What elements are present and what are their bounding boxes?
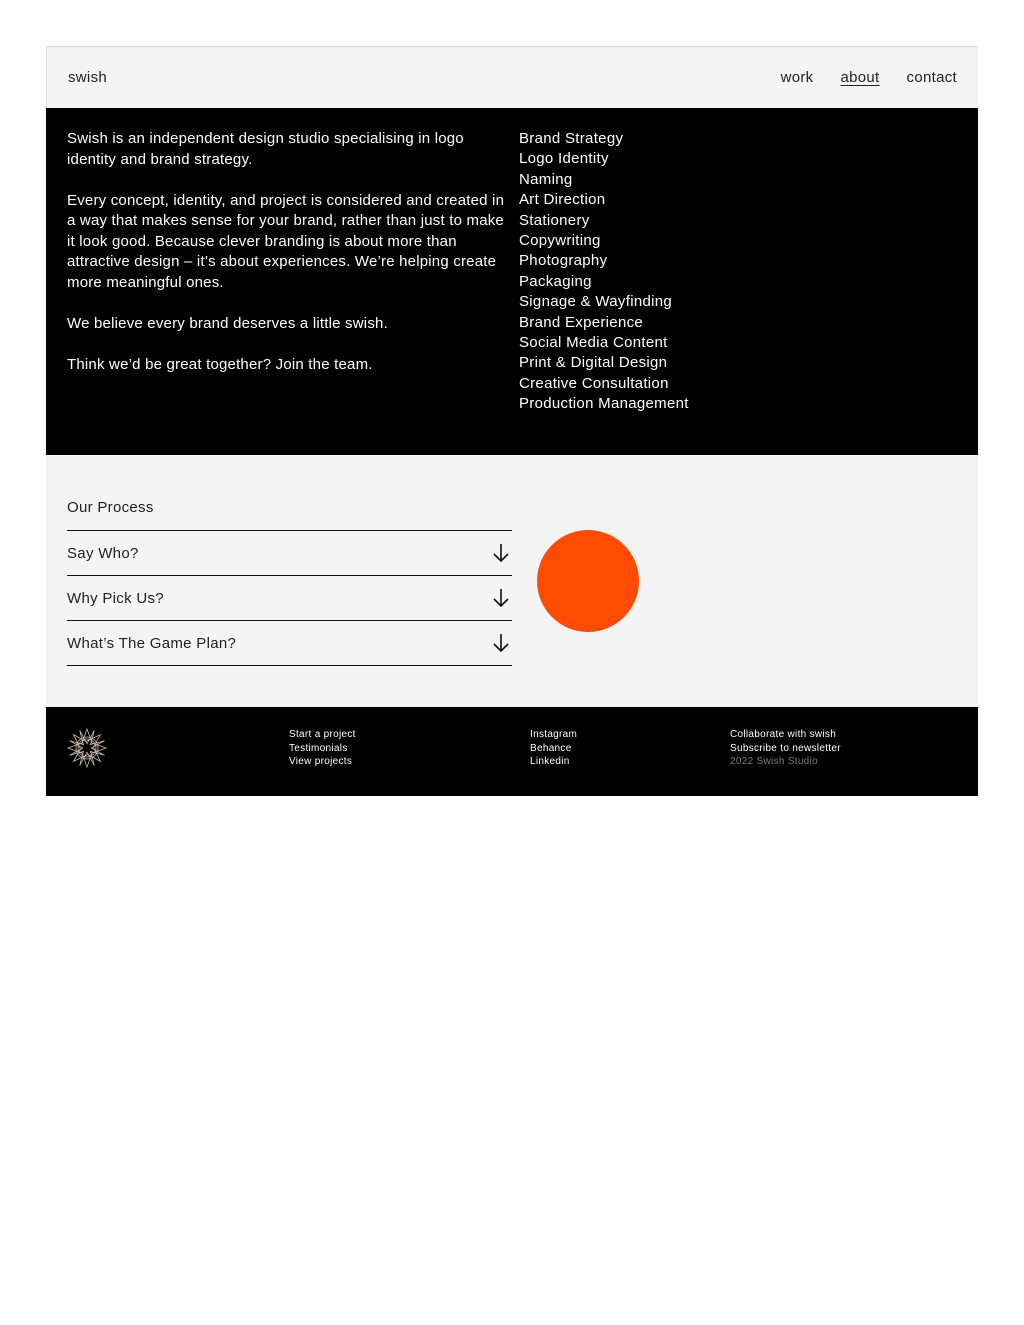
service-item: Brand Strategy (519, 130, 624, 147)
about-paragraph: We believe every brand deserves a little swish. (67, 314, 388, 332)
footer-col-social (530, 728, 577, 769)
about-section (46, 108, 978, 455)
service-item: Logo Identity (519, 150, 609, 168)
accordion-item-game-plan[interactable] (67, 621, 512, 666)
accordion-label: What’s The Game Plan? (67, 635, 237, 652)
service-item: Brand Experience (519, 313, 644, 331)
accordion-label: Say Who? (67, 545, 139, 562)
service-item: Creative Consultation (519, 374, 669, 392)
process-title: Our Process (67, 499, 154, 516)
service-item: Photography (519, 252, 608, 270)
footer-link-linkedin[interactable]: Linkedin (530, 756, 570, 768)
accordion-item-why-pick-us[interactable] (67, 576, 512, 621)
site-footer (46, 707, 978, 796)
footer-link-testimonials[interactable]: Testimonials (289, 742, 348, 754)
swish-mark-icon (66, 727, 108, 769)
service-item: Print & Digital Design (519, 354, 668, 372)
accordion-item-say-who[interactable] (67, 531, 512, 576)
about-paragraph: Think we’d be great together? Join the team. (67, 355, 373, 373)
orange-circle (537, 530, 639, 632)
service-item: Social Media Content (519, 334, 668, 352)
service-item: Production Management (519, 395, 689, 413)
nav-link-contact[interactable]: contact (906, 69, 957, 86)
main-nav (781, 69, 957, 86)
service-item: Art Direction (519, 191, 606, 209)
footer-link-instagram[interactable]: Instagram (530, 729, 578, 740)
arrow-down-icon (492, 588, 510, 608)
footer-link-collaborate[interactable]: Collaborate with swish (730, 729, 837, 740)
services-list (519, 129, 689, 415)
about-text (67, 129, 505, 396)
about-paragraph: Every concept, identity, and project is considered and created in a way that makes sense for your brand, rather than just to make it look good. Because clever branding is about more than attractive design – it’s about experiences. We’re helping create more meaningful ones. (67, 191, 505, 291)
site-header (46, 47, 978, 108)
footer-link-subscribe[interactable]: Subscribe to newsletter (730, 742, 841, 754)
service-item: Copywriting (519, 232, 601, 250)
footer-col-projects (289, 728, 356, 769)
page-frame (46, 46, 978, 796)
about-paragraph: Swish is an independent design studio specialising in logo identity and brand strategy. (67, 130, 464, 168)
footer-link-start-project[interactable]: Start a project (289, 729, 356, 740)
nav-link-about[interactable]: about (840, 69, 880, 86)
process-accordion (67, 530, 512, 666)
accordion-label: Why Pick Us? (67, 590, 164, 607)
footer-link-view-projects[interactable]: View projects (289, 756, 353, 768)
footer-link-behance[interactable]: Behance (530, 742, 572, 754)
arrow-down-icon (492, 633, 510, 653)
nav-link-work[interactable]: work (780, 69, 814, 86)
service-item: Naming (519, 170, 573, 188)
process-section (46, 455, 978, 707)
service-item: Stationery (519, 211, 590, 229)
service-item: Signage & Wayfinding (519, 293, 673, 311)
arrow-down-icon (492, 543, 510, 563)
logo-link[interactable]: swish (68, 69, 108, 86)
service-item: Packaging (519, 272, 592, 290)
copyright-text: 2022 Swish Studio (730, 756, 818, 768)
footer-col-collaborate (730, 728, 841, 769)
